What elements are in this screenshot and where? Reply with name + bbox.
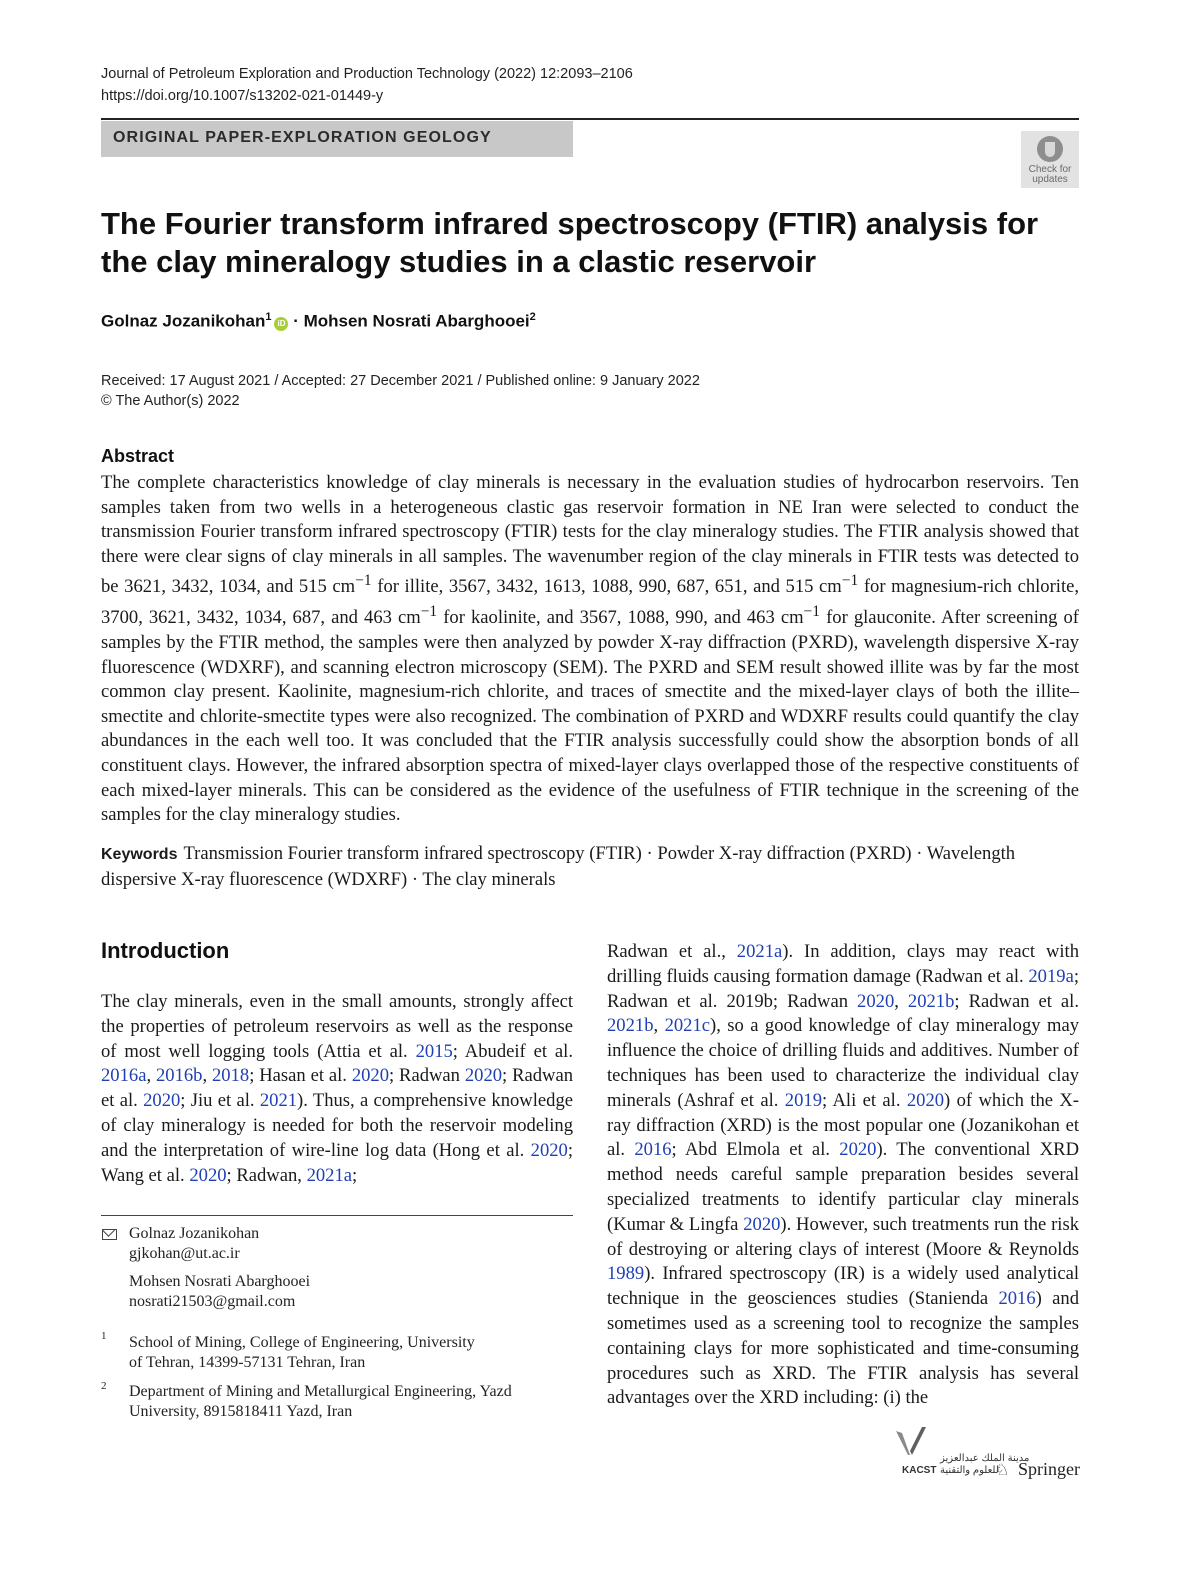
body-text: ; Radwan	[389, 1065, 465, 1087]
author-line	[101, 311, 536, 332]
body-text: ) of which the X-ray diffraction (XRD) is the most popular one (Jozanikohan et al.	[607, 1089, 1079, 1161]
author-2: Mohsen Nosrati Abarghooei	[303, 311, 530, 331]
body-text: ; Abd Elmola et al.	[671, 1139, 840, 1161]
introduction-heading: Introduction	[101, 938, 230, 963]
history-line: Received: 17 August 2021 / Accepted: 27 December 2021 / Published online: 9 January 2022	[101, 373, 700, 389]
affiliation-2-number: 2	[101, 1380, 107, 1392]
citation-link[interactable]: 2020	[857, 990, 895, 1012]
body-text: ). In addition, clays may react with drilling fluids causing formation damage (Radwan et al.	[607, 941, 1079, 987]
citation-link[interactable]: 2016	[998, 1288, 1036, 1310]
citation-link[interactable]: 2020	[143, 1090, 181, 1112]
citation-link[interactable]: 2020	[839, 1139, 877, 1161]
footnote-rule	[101, 1215, 573, 1216]
body-text: ; Radwan et al.	[101, 1065, 574, 1112]
affiliation-2: Department of Mining and Metallurgical Engineering, Yazd University, 8915818411 Yazd, Iran	[129, 1383, 512, 1420]
affiliation-1: School of Mining, College of Engineering, University of Tehran, 14399-57131 Tehran, Iran	[129, 1334, 475, 1371]
paper-title: The Fourier transform infrared spectroscopy (FTIR) analysis for the clay mineralogy studies in a clastic reservoir	[101, 206, 1039, 279]
springer-wordmark: Springer	[1018, 1459, 1080, 1479]
body-text: ; Jiu et al.	[180, 1090, 260, 1112]
publisher-logos: مدينة الملك عبدالعزيز KACST للعلوم والتقنية ♘ Springer	[892, 1425, 1082, 1485]
body-text: ; Abudeif et al.	[452, 1040, 573, 1062]
citation-link[interactable]: 1989	[607, 1263, 645, 1285]
introduction-column-2	[607, 940, 1079, 1411]
body-text: ,	[146, 1065, 156, 1087]
citation-link[interactable]: 2016b	[155, 1065, 203, 1087]
body-text: ; Radwan et al. 2019b; Radwan	[607, 965, 1079, 1012]
abstract-heading: Abstract	[101, 446, 175, 466]
journal-header	[101, 63, 633, 107]
citation-link[interactable]: 2020	[464, 1065, 503, 1087]
body-text: ; Hasan et al.	[249, 1065, 352, 1087]
citation-link[interactable]: 2016	[634, 1139, 672, 1161]
citation-link[interactable]: 2020	[189, 1164, 227, 1186]
coauthor-contact	[129, 1272, 310, 1312]
article-type-label: ORIGINAL PAPER-EXPLORATION GEOLOGY	[113, 129, 492, 146]
citation-link[interactable]: 2016a	[101, 1065, 147, 1087]
body-text: ,	[202, 1065, 212, 1087]
body-text: ,	[653, 1015, 665, 1037]
orcid-icon[interactable]: iD	[274, 317, 288, 331]
citation-link[interactable]: 2018	[212, 1065, 250, 1087]
citation-link[interactable]: 2021	[259, 1090, 298, 1112]
citation-link[interactable]: 2021c	[664, 1015, 711, 1037]
corresponding-author-email[interactable]: gjkohan@ut.ac.ir	[129, 1245, 240, 1262]
body-text: ). Infrared spectroscopy (IR) is a widely used analytical technique in the geosciences studies (Stanienda	[607, 1263, 1079, 1310]
body-text: ), so a good knowledge of clay mineralogy may influence the choice of drilling fluids and additives. Number of techniques has been used to characterize the individual clay minerals (Ashraf et al.	[607, 1015, 1079, 1111]
journal-citation: Journal of Petroleum Exploration and Production Technology (2022) 12:2093–2106	[101, 66, 633, 82]
citation-link[interactable]: 2020	[351, 1065, 389, 1087]
keywords	[101, 842, 1079, 892]
citation-link[interactable]: 2021b	[907, 990, 955, 1012]
author-1: Golnaz Jozanikohan	[101, 311, 266, 331]
body-text: ; Ali et al.	[821, 1089, 907, 1111]
corresponding-author-name: Golnaz Jozanikohan	[129, 1225, 260, 1242]
journal-doi[interactable]: https://doi.org/10.1007/s13202-021-01449-y	[101, 88, 384, 104]
check-for-updates-label: Check for updates	[1028, 164, 1072, 185]
body-text: ). However, such treatments run the risk of destroying or altering clays of interest (Moore & Reynolds	[607, 1213, 1079, 1260]
abstract-text: The complete characteristics knowledge of clay minerals is necessary in the evaluation studies of hydrocarbon reservoirs. Ten samples taken from two wells in a heterogeneous clastic gas reservoir formation in NE Iran were selected to conduct the transmission Fourier transform infrared spectroscopy (FTIR) tests for the clay mineralogy studies. The FTIR analysis showed that there were clear signs of clay minerals in all samples. The wavenumber region of the clay minerals in FTIR tests was detected to be 3621, 3432, 1034, and 515 $cm^{-1}$ for illite, 3567, 3432, 1613, 1088, 990, 687, 651, and 515 $cm^{-1}$ for magnesium-rich chlorite, 3700, 3621, 3432, 1034, 687, and 463 $cm^{-1}$ for kaolinite, and 3567, 1088, 990, and 463 $cm^{-1}$ for glauconite. After screening of samples by the FTIR method, the samples were then analyzed by powder X-ray diffraction (PXRD), wavelength dispersive X-ray fluorescence (WDXRF), and scanning electron microscopy (SEM). The PXRD and SEM result showed illite was by far the most common clay present. Kaolinite, magnesium-rich chlorite, and traces of smectite and the mixed-layer clays of both the illite–smectite and chlorite-smectite types were also recognized. The combination of PXRD and WDXRF results could quantify the clay abundances in the each well too. It was concluded that the FTIR analysis successfully could show the absorption bonds of all constituent clays. However, the infrared absorption spectra of mixed-layer clays overlapped those of the respective constituents of each mixed-layer minerals. This can be considered as the evidence of the usefulness of FTIR technique in the screening of the samples for the clay mineralogy studies.	[101, 472, 1080, 826]
keywords-list: Transmission Fourier transform infrared spectroscopy (FTIR) · Powder X-ray diffraction (PXRD) · Wavelength dispersive X-ray fluorescence (WDXRF) · The clay minerals	[101, 843, 1016, 890]
body-text: ) and sometimes used as a screening tool to recognize the samples containing clays for more sophisticated and time-consuming procedures such as XRD. The FTIR analysis has several advantages over the XRD including: (i) the	[607, 1288, 1079, 1409]
citation-link[interactable]: 2020	[906, 1089, 945, 1111]
author-1-affiliation: 1	[265, 311, 272, 323]
citation-link[interactable]: 2019	[784, 1089, 822, 1111]
corresponding-author	[129, 1224, 259, 1264]
coauthor-name: Mohsen Nosrati Abarghooei	[129, 1273, 311, 1290]
author-2-affiliation: 2	[529, 311, 536, 323]
springer-horse-icon: ♘	[995, 1462, 1010, 1479]
affiliation-1-number: 1	[101, 1330, 107, 1342]
body-text: Radwan et al.,	[607, 941, 737, 962]
citation-link[interactable]: 2019a	[1028, 965, 1074, 987]
kacst-logo-icon	[892, 1425, 932, 1459]
author-separator: ·	[288, 311, 304, 331]
article-type-banner	[101, 121, 573, 157]
publication-dates	[101, 371, 700, 411]
body-text: ; Wang et al.	[101, 1139, 573, 1186]
body-text: ,	[894, 990, 908, 1012]
body-text: ). The conventional XRD method needs careful sample preparation besides several specialized treatments to identify particular clay minerals (Kumar & Lingfa	[607, 1139, 1080, 1235]
citation-link[interactable]: 2021a	[736, 941, 783, 962]
bookmark-icon	[1037, 136, 1063, 162]
citation-link[interactable]: 2021b	[607, 1015, 654, 1037]
header-rule	[101, 118, 1079, 120]
body-text: ;	[352, 1164, 358, 1186]
body-text: ; Radwan et al.	[954, 990, 1080, 1012]
citation-link[interactable]: 2021a	[306, 1164, 353, 1186]
coauthor-email[interactable]: nosrati21503@gmail.com	[129, 1293, 296, 1310]
citation-link[interactable]: 2020	[530, 1139, 568, 1161]
copyright-line: © The Author(s) 2022	[101, 393, 240, 409]
envelope-icon	[102, 1229, 117, 1240]
citation-link[interactable]: 2020	[743, 1213, 781, 1235]
check-for-updates-badge[interactable]	[1021, 131, 1079, 188]
introduction-column-1	[101, 990, 573, 1188]
body-text: ; Radwan,	[226, 1164, 307, 1186]
body-text: ). Thus, a comprehensive knowledge of clay mineralogy is needed for both the reservoir modeling and the interpretation of wire-line log data (Hong et al.	[101, 1090, 573, 1161]
body-text: The clay minerals, even in the small amounts, strongly affect the properties of petroleum reservoirs as well as the response of most well logging tools (Attia et al.	[101, 991, 573, 1062]
keywords-heading: Keywords	[101, 846, 178, 863]
citation-link[interactable]: 2015	[415, 1040, 453, 1062]
